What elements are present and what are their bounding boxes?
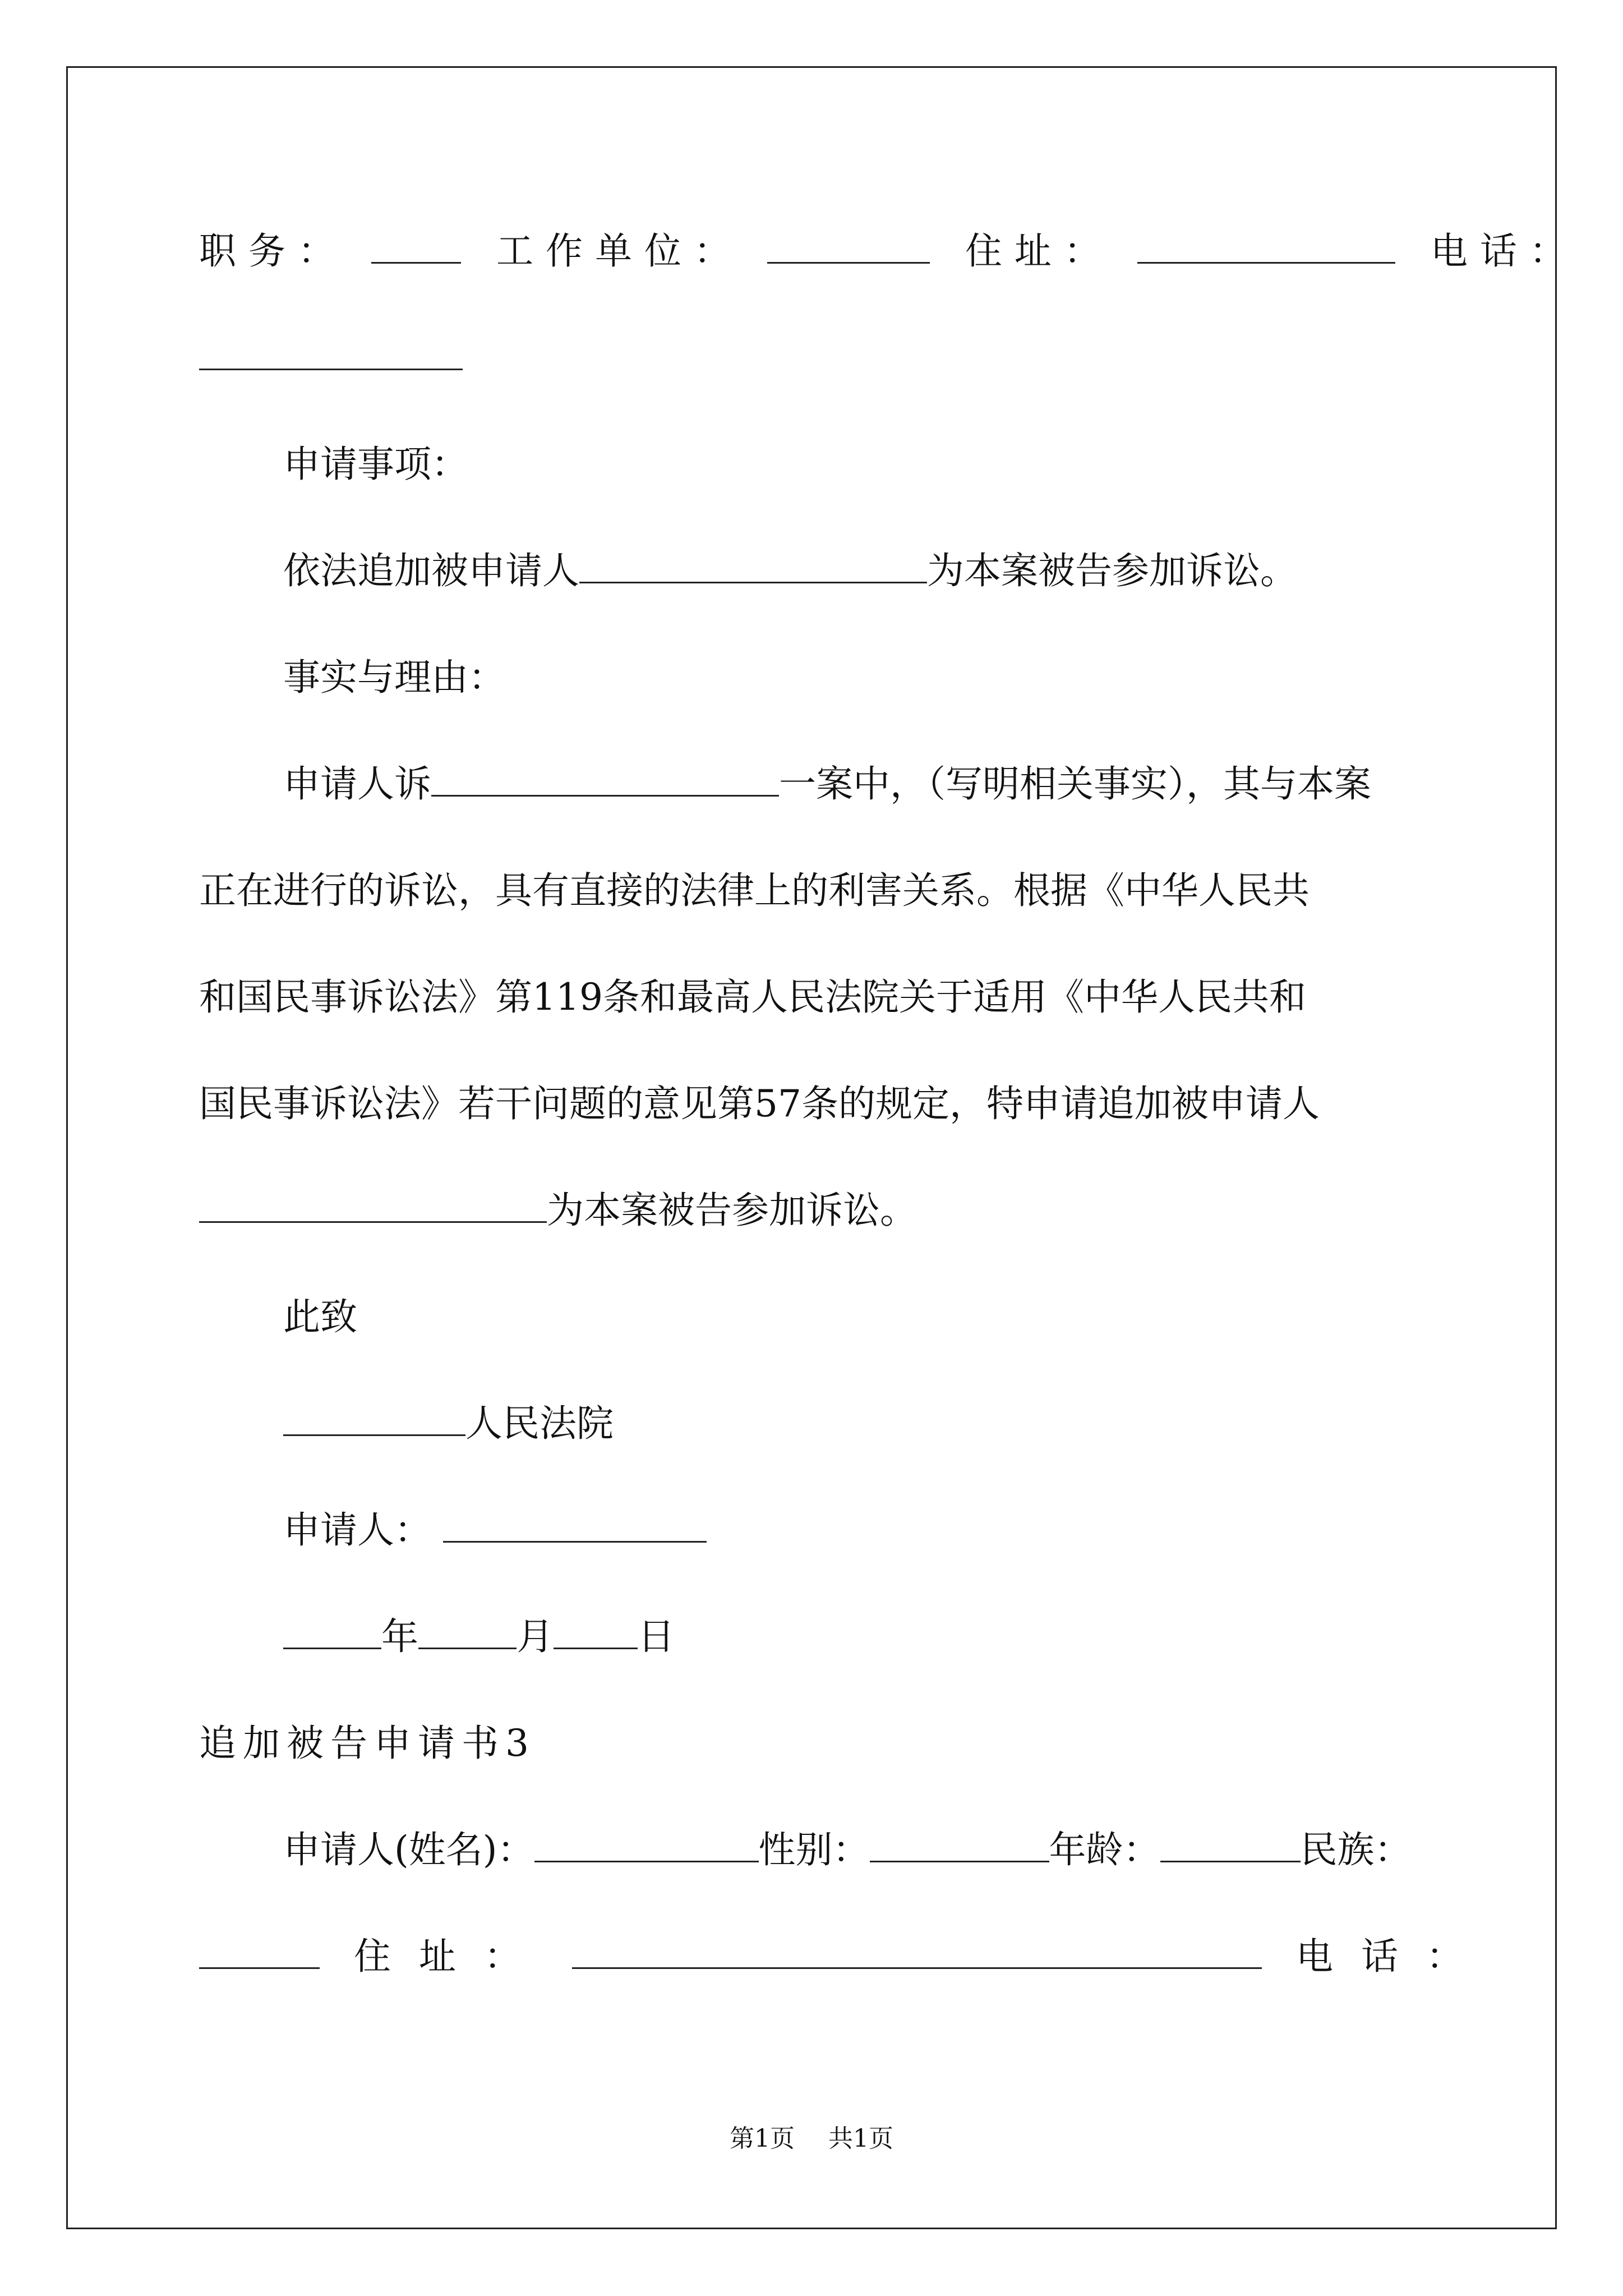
- month-label: 月: [517, 1615, 554, 1658]
- phone-label: 电话：: [1430, 229, 1579, 273]
- section-title: 追加被告申请书3: [199, 1722, 536, 1765]
- page-number-current: 第1页: [730, 2124, 795, 2153]
- phone-blank: [199, 339, 463, 370]
- applicant-name-label: 申请人(姓名)：: [283, 1828, 534, 1871]
- facts-line-5-suffix: 为本案被告参加诉讼。: [547, 1189, 917, 1232]
- address-label-2: 住址：: [353, 1935, 549, 1978]
- request-text-suffix: 为本案被告参加诉讼。: [927, 549, 1297, 592]
- court-blank: [283, 1405, 465, 1436]
- applicant-name-blank: [534, 1832, 759, 1862]
- page-number-total: 共1页: [828, 2124, 893, 2153]
- address-blank: [1137, 233, 1395, 264]
- date-line: [283, 1614, 675, 1659]
- facts-line-2: 正在进行的诉讼，具有直接的法律上的利害关系。根据《中华人民共: [199, 869, 1310, 912]
- month-blank: [418, 1618, 517, 1649]
- applicant-blank: [443, 1512, 707, 1543]
- respondent-blank-2: [199, 1192, 547, 1223]
- ethnicity-blank: [199, 1938, 320, 1969]
- day-blank: [554, 1618, 638, 1649]
- age-blank: [1160, 1832, 1301, 1862]
- request-items-heading: 申请事项：: [283, 443, 468, 486]
- case-party-blank: [431, 766, 779, 797]
- address-label: 住址：: [965, 229, 1113, 273]
- address-phone-line: [199, 1934, 1491, 1979]
- year-blank: [283, 1618, 381, 1649]
- facts-line-4: 国民事诉讼法》若干问题的意见第57条的规定，特申请追加被申请人: [199, 1082, 1320, 1125]
- address-blank-2: [572, 1938, 1262, 1969]
- facts-line-1: [283, 762, 1371, 807]
- phone-blank-line: [199, 335, 463, 380]
- ethnicity-label: 民族：: [1300, 1828, 1412, 1871]
- facts-line-5: [199, 1188, 917, 1233]
- request-text-line: [283, 549, 1297, 593]
- page-border: [66, 66, 1557, 2229]
- phone-label-2: 电话：: [1295, 1935, 1491, 1978]
- facts-heading: 事实与理由：: [283, 656, 505, 699]
- court-line: [283, 1401, 614, 1446]
- closing: 此致: [283, 1295, 357, 1338]
- day-label: 日: [638, 1615, 675, 1658]
- gender-label: 性别：: [758, 1828, 870, 1871]
- facts-line-1-prefix: 申请人诉: [283, 762, 431, 806]
- work-unit-label: 工作单位：: [496, 229, 743, 273]
- facts-line-3: 和国民事诉讼法》第119条和最高人民法院关于适用《中华人民共和: [199, 976, 1306, 1019]
- duty-blank: [371, 233, 461, 264]
- court-suffix: 人民法院: [465, 1402, 614, 1445]
- respondent-blank: [579, 553, 927, 583]
- age-label: 年龄：: [1049, 1828, 1160, 1871]
- applicant-label: 申请人：: [283, 1508, 431, 1552]
- page-footer: [0, 2123, 1623, 2155]
- contact-info-line: [199, 229, 1579, 274]
- facts-line-1-suffix: 一案中，（写明相关事实），其与本案: [779, 762, 1371, 806]
- duty-label: 职务：: [199, 229, 347, 273]
- applicant-info-line: [283, 1828, 1412, 1872]
- work-unit-blank: [767, 233, 930, 264]
- year-label: 年: [381, 1615, 418, 1658]
- gender-blank: [870, 1832, 1049, 1862]
- applicant-signature-line: [283, 1508, 707, 1553]
- request-text-prefix: 依法追加被申请人: [283, 549, 579, 592]
